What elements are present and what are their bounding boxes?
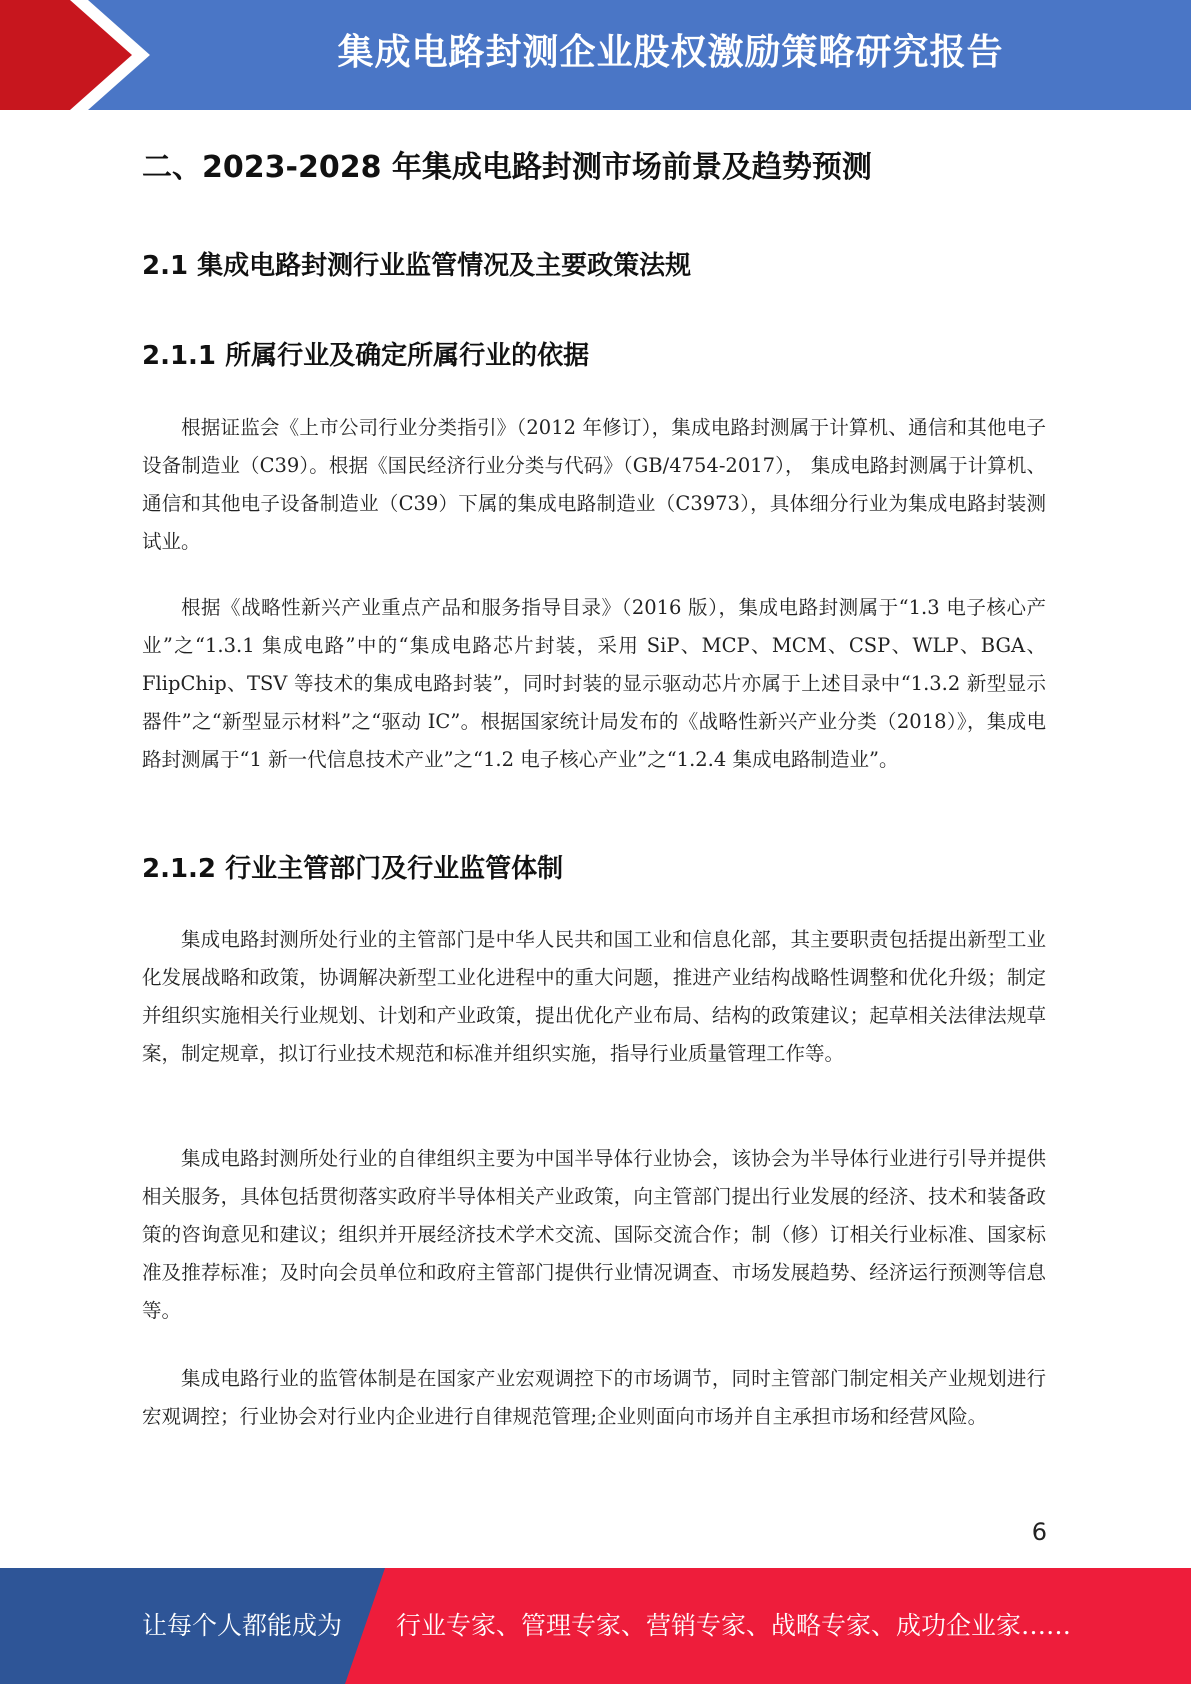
header-chevron-icon xyxy=(0,0,150,110)
paragraph: 集成电路封测所处行业的主管部门是中华人民共和国工业和信息化部，其主要职责包括提出新型工业化发展战略和政策，协调解决新型工业化进程中的重大问题，推进产业结构战略性调整和优化升级；制定并组织实施相关行业规划、计划和产业政策，提出优化产业布局、结构的政策建议；起草相关法律法规草案，制定规章，拟订行业技术规范和标准并组织实施，指导行业质量管理工作等。 xyxy=(142,928,1046,1065)
subsection-title-2-1-2: 2.1.2 行业主管部门及行业监管体制 xyxy=(142,854,564,884)
page-footer xyxy=(0,1568,1191,1684)
paragraph: 集成电路行业的监管体制是在国家产业宏观调控下的市场调节，同时主管部门制定相关产业规划进行宏观调控；行业协会对行业内企业进行自律规范管理;企业则面向市场并自主承担市场和经营风险。 xyxy=(142,1367,1046,1428)
section-title: 二、2023-2028 年集成电路封测市场前景及趋势预测 xyxy=(142,150,872,185)
paragraph: 根据《战略性新兴产业重点产品和服务指导目录》（2016 版），集成电路封测属于“1.3 电子核心产业”之“1.3.1 集成电路”中的“集成电路芯片封装，采用 SiP、MCP、MCM、CSP、WLP、BGA、FlipChip、TSV 等技术的集成电路封装”，同时封装的显示驱动芯片亦属于上述目录中“1.3.2 新型显示器件”之“新型显示材料”之“驱动 IC”。根据国家统计局发布的《战略性新兴产业分类（2018）》，集成电路封测属于“1 新一代信息技术产业”之“1.2 电子核心产业”之“1.2.4 集成电路制造业”。 xyxy=(142,596,1046,771)
report-title: 集成电路封测企业股权激励策略研究报告 xyxy=(337,32,1004,73)
footer-slogan-left: 让每个人都能成为 xyxy=(142,1611,343,1640)
subsection-title-2-1-1: 2.1.1 所属行业及确定所属行业的依据 xyxy=(142,341,590,371)
paragraph: 集成电路封测所处行业的自律组织主要为中国半导体行业协会，该协会为半导体行业进行引导并提供相关服务，具体包括贯彻落实政府半导体相关产业政策，向主管部门提出行业发展的经济、技术和装备政策的咨询意见和建议；组织并开展经济技术学术交流、国际交流合作；制（修）订相关行业标准、国家标准及推荐标准；及时向会员单位和政府主管部门提供行业情况调查、市场发展趋势、经济运行预测等信息等。 xyxy=(142,1147,1046,1322)
paragraph: 根据证监会《上市公司行业分类指引》（2012 年修订），集成电路封测属于计算机、通信和其他电子设备制造业（C39）。根据《国民经济行业分类与代码》（GB/4754-2017）， 集成电路封测属于计算机、通信和其他电子设备制造业（C39）下属的集成电路制造业（C3973），具体细分行业为集成电路封装测试业。 xyxy=(142,416,1046,553)
subsection-title-2-1: 2.1 集成电路封测行业监管情况及主要政策法规 xyxy=(142,251,692,281)
page-number: 6 xyxy=(1031,1518,1047,1546)
footer-slogan-right: 行业专家、管理专家、营销专家、战略专家、成功企业家…… xyxy=(396,1611,1072,1640)
page-header xyxy=(0,0,1191,110)
